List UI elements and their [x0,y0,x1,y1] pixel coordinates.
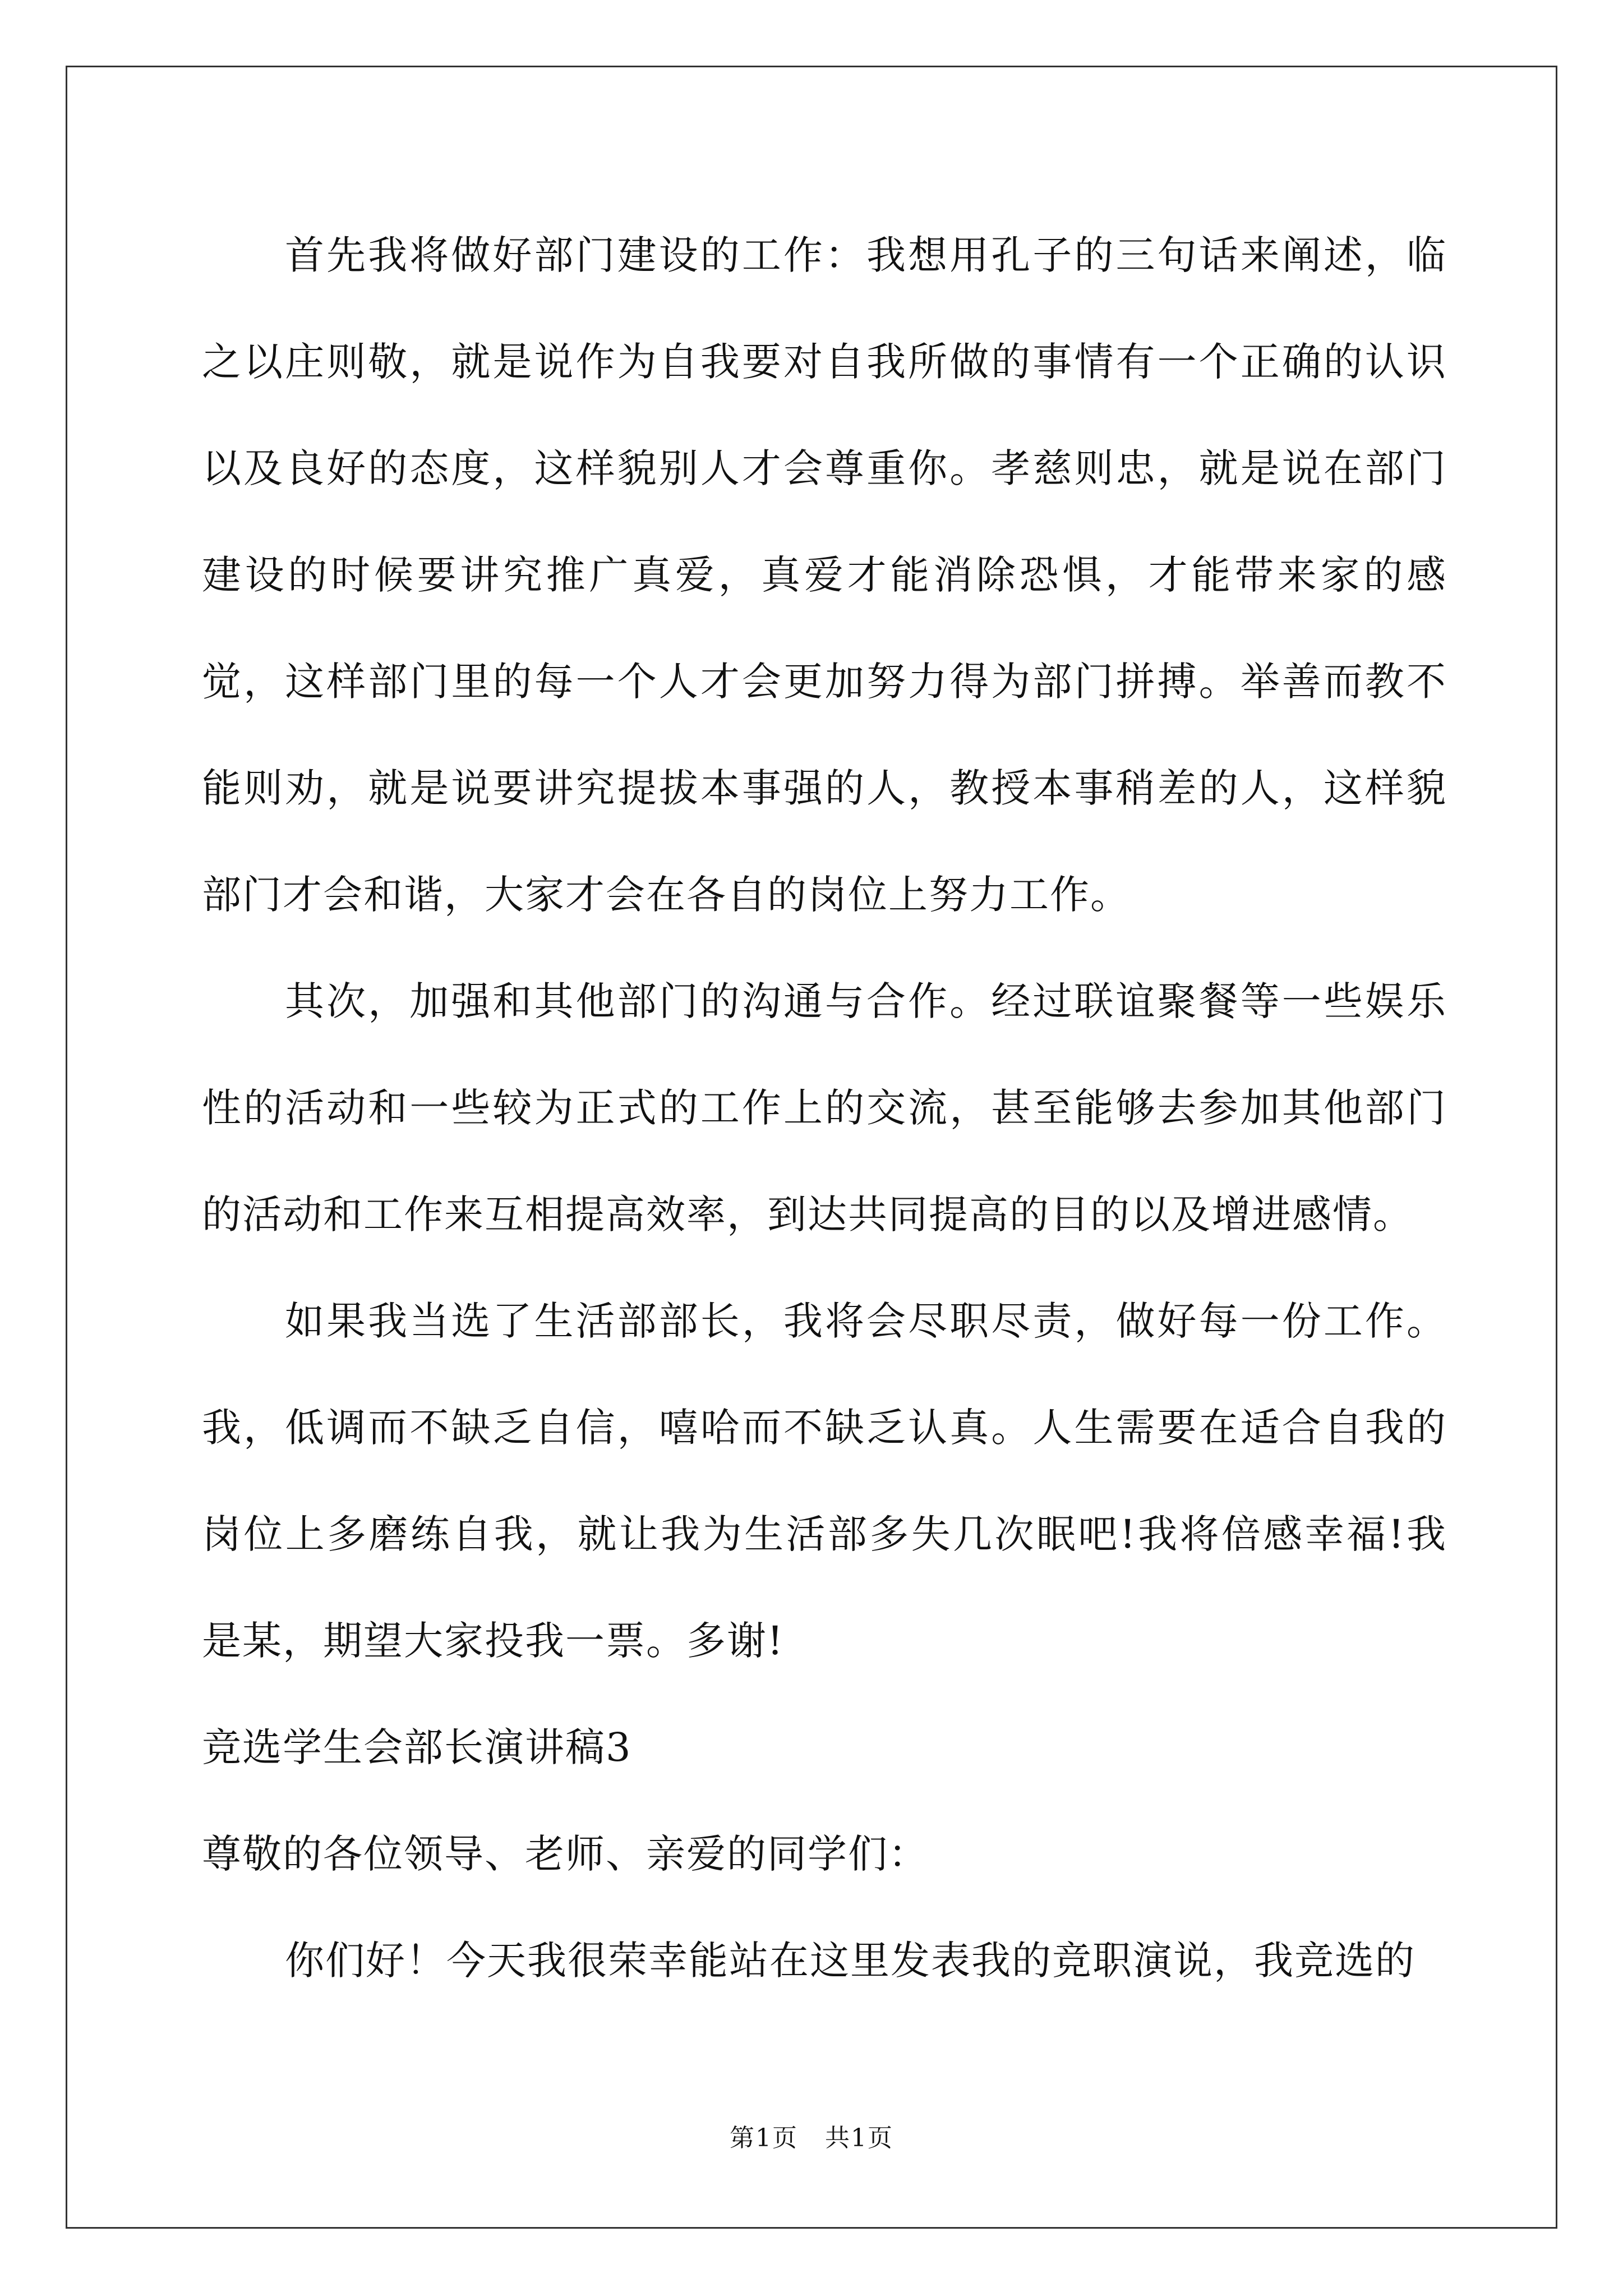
section-title: 竞选学生会部长演讲稿3 [202,1724,632,1770]
page-footer [0,2118,1623,2154]
page-number: 第1页 [730,2124,799,2152]
page-total: 共1页 [824,2124,893,2152]
paragraph-greeting: 你们好！今天我很荣幸能站在这里发表我的竞职演说，我竞选的 [285,1938,1415,1984]
paragraph-department-building: 首先我将做好部门建设的工作：我想用孔子的三句话来阐述，临之以庄则敬，就是说作为自我要对自我所做的事情有一个正确的认识以及良好的态度，这样貌别人才会尊重你。孝慈则忠，就是说在部门建设的时候要讲究推广真爱，真爱才能消除恐惧，才能带来家的感觉，这样部门里的每一个人才会更加努力得为部门拼搏。举善而教不能则劝，就是说要讲究提拔本事强的人，教授本事稍差的人，这样貌部门才会和谐，大家才会在各自的岗位上努力工作。 [202,232,1447,918]
paragraph-cooperation: 其次，加强和其他部门的沟通与合作。经过联谊聚餐等一些娱乐性的活动和一些较为正式的工作上的交流，甚至能够去参加其他部门的活动和工作来互相提高效率，到达共同提高的目的以及增进感情。 [202,978,1447,1237]
paragraph-closing: 如果我当选了生活部部长，我将会尽职尽责，做好每一份工作。我，低调而不缺乏自信，嘻哈而不缺乏认真。人生需要在适合自我的岗位上多磨练自我，就让我为生活部多失几次眠吧!我将倍感幸福!我是某，期望大家投我一票。多谢! [202,1298,1447,1664]
salutation: 尊敬的各位领导、老师、亲爱的同学们： [202,1831,929,1877]
document-body [202,202,1447,2014]
